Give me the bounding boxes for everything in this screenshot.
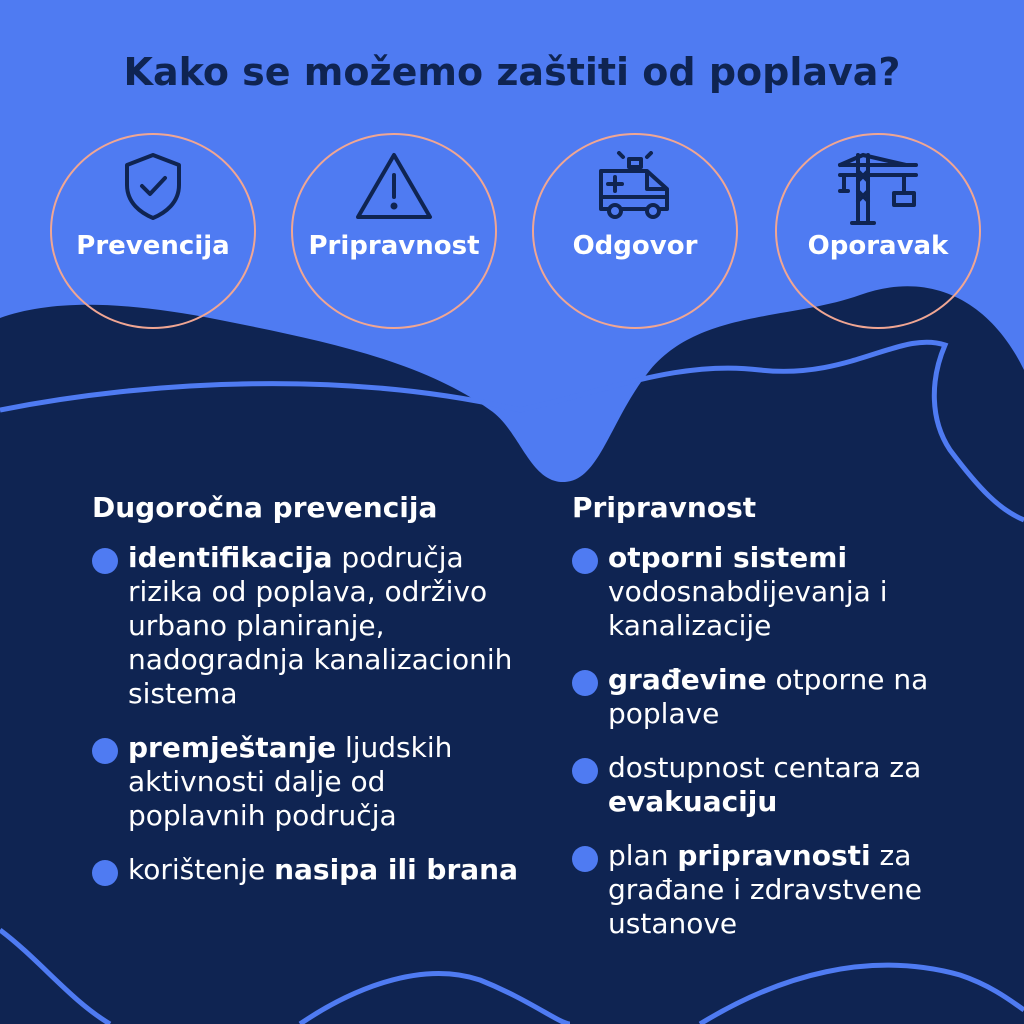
item-bold: identifikacija bbox=[128, 541, 333, 574]
phase-label: Pripravnost bbox=[308, 231, 480, 261]
right-column-heading: Pripravnost bbox=[572, 491, 757, 524]
item-text: otporne na poplave bbox=[608, 663, 929, 730]
bullet-dot bbox=[572, 758, 598, 784]
list-item bbox=[92, 853, 522, 887]
phase-label: Prevencija bbox=[76, 231, 230, 261]
shield-check-icon bbox=[121, 151, 185, 225]
item-text: korištenje bbox=[128, 853, 275, 886]
item-bold: otporni sistemi bbox=[608, 541, 848, 574]
list-item bbox=[572, 541, 972, 643]
item-bold: evakuaciju bbox=[608, 785, 778, 818]
phase-pripravnost bbox=[291, 133, 497, 329]
bullet-dot bbox=[572, 670, 598, 696]
bullet-dot bbox=[572, 548, 598, 574]
item-bold: nasipa ili brana bbox=[274, 853, 518, 886]
crane-icon bbox=[836, 151, 920, 231]
list-item bbox=[572, 839, 972, 941]
right-column-list bbox=[572, 541, 972, 961]
item-text: ljudskih aktivnosti dalje od poplavnih područja bbox=[128, 731, 453, 832]
bullet-dot bbox=[572, 846, 598, 872]
item-bold: pripravnosti bbox=[677, 839, 871, 872]
list-item bbox=[572, 663, 972, 731]
bullet-dot bbox=[92, 860, 118, 886]
bullet-dot bbox=[92, 738, 118, 764]
left-column-list bbox=[92, 541, 522, 907]
ambulance-icon bbox=[595, 151, 675, 225]
bullet-dot bbox=[92, 548, 118, 574]
item-text: vodosnabdijevanja i kanalizacije bbox=[608, 575, 888, 642]
list-item bbox=[92, 731, 522, 833]
list-item bbox=[92, 541, 522, 711]
warning-triangle-icon bbox=[354, 151, 434, 225]
list-item bbox=[572, 751, 972, 819]
item-text: dostupnost centara za bbox=[608, 751, 922, 784]
phase-label: Oporavak bbox=[807, 231, 949, 261]
page-title: Kako se možemo zaštiti od poplava? bbox=[123, 50, 901, 94]
left-column-heading: Dugoročna prevencija bbox=[92, 491, 438, 524]
phase-label: Odgovor bbox=[572, 231, 698, 261]
item-text: plan bbox=[608, 839, 678, 872]
phase-odgovor bbox=[532, 133, 738, 329]
item-bold: građevine bbox=[608, 663, 767, 696]
item-text: područja rizika od poplava, održivo urbano planiranje, nadogradnja kanalizacionih sistema bbox=[128, 541, 513, 710]
phase-prevencija bbox=[50, 133, 256, 329]
phase-oporavak bbox=[775, 133, 981, 329]
item-text: za građane i zdravstvene ustanove bbox=[608, 839, 922, 940]
item-bold: premještanje bbox=[128, 731, 337, 764]
